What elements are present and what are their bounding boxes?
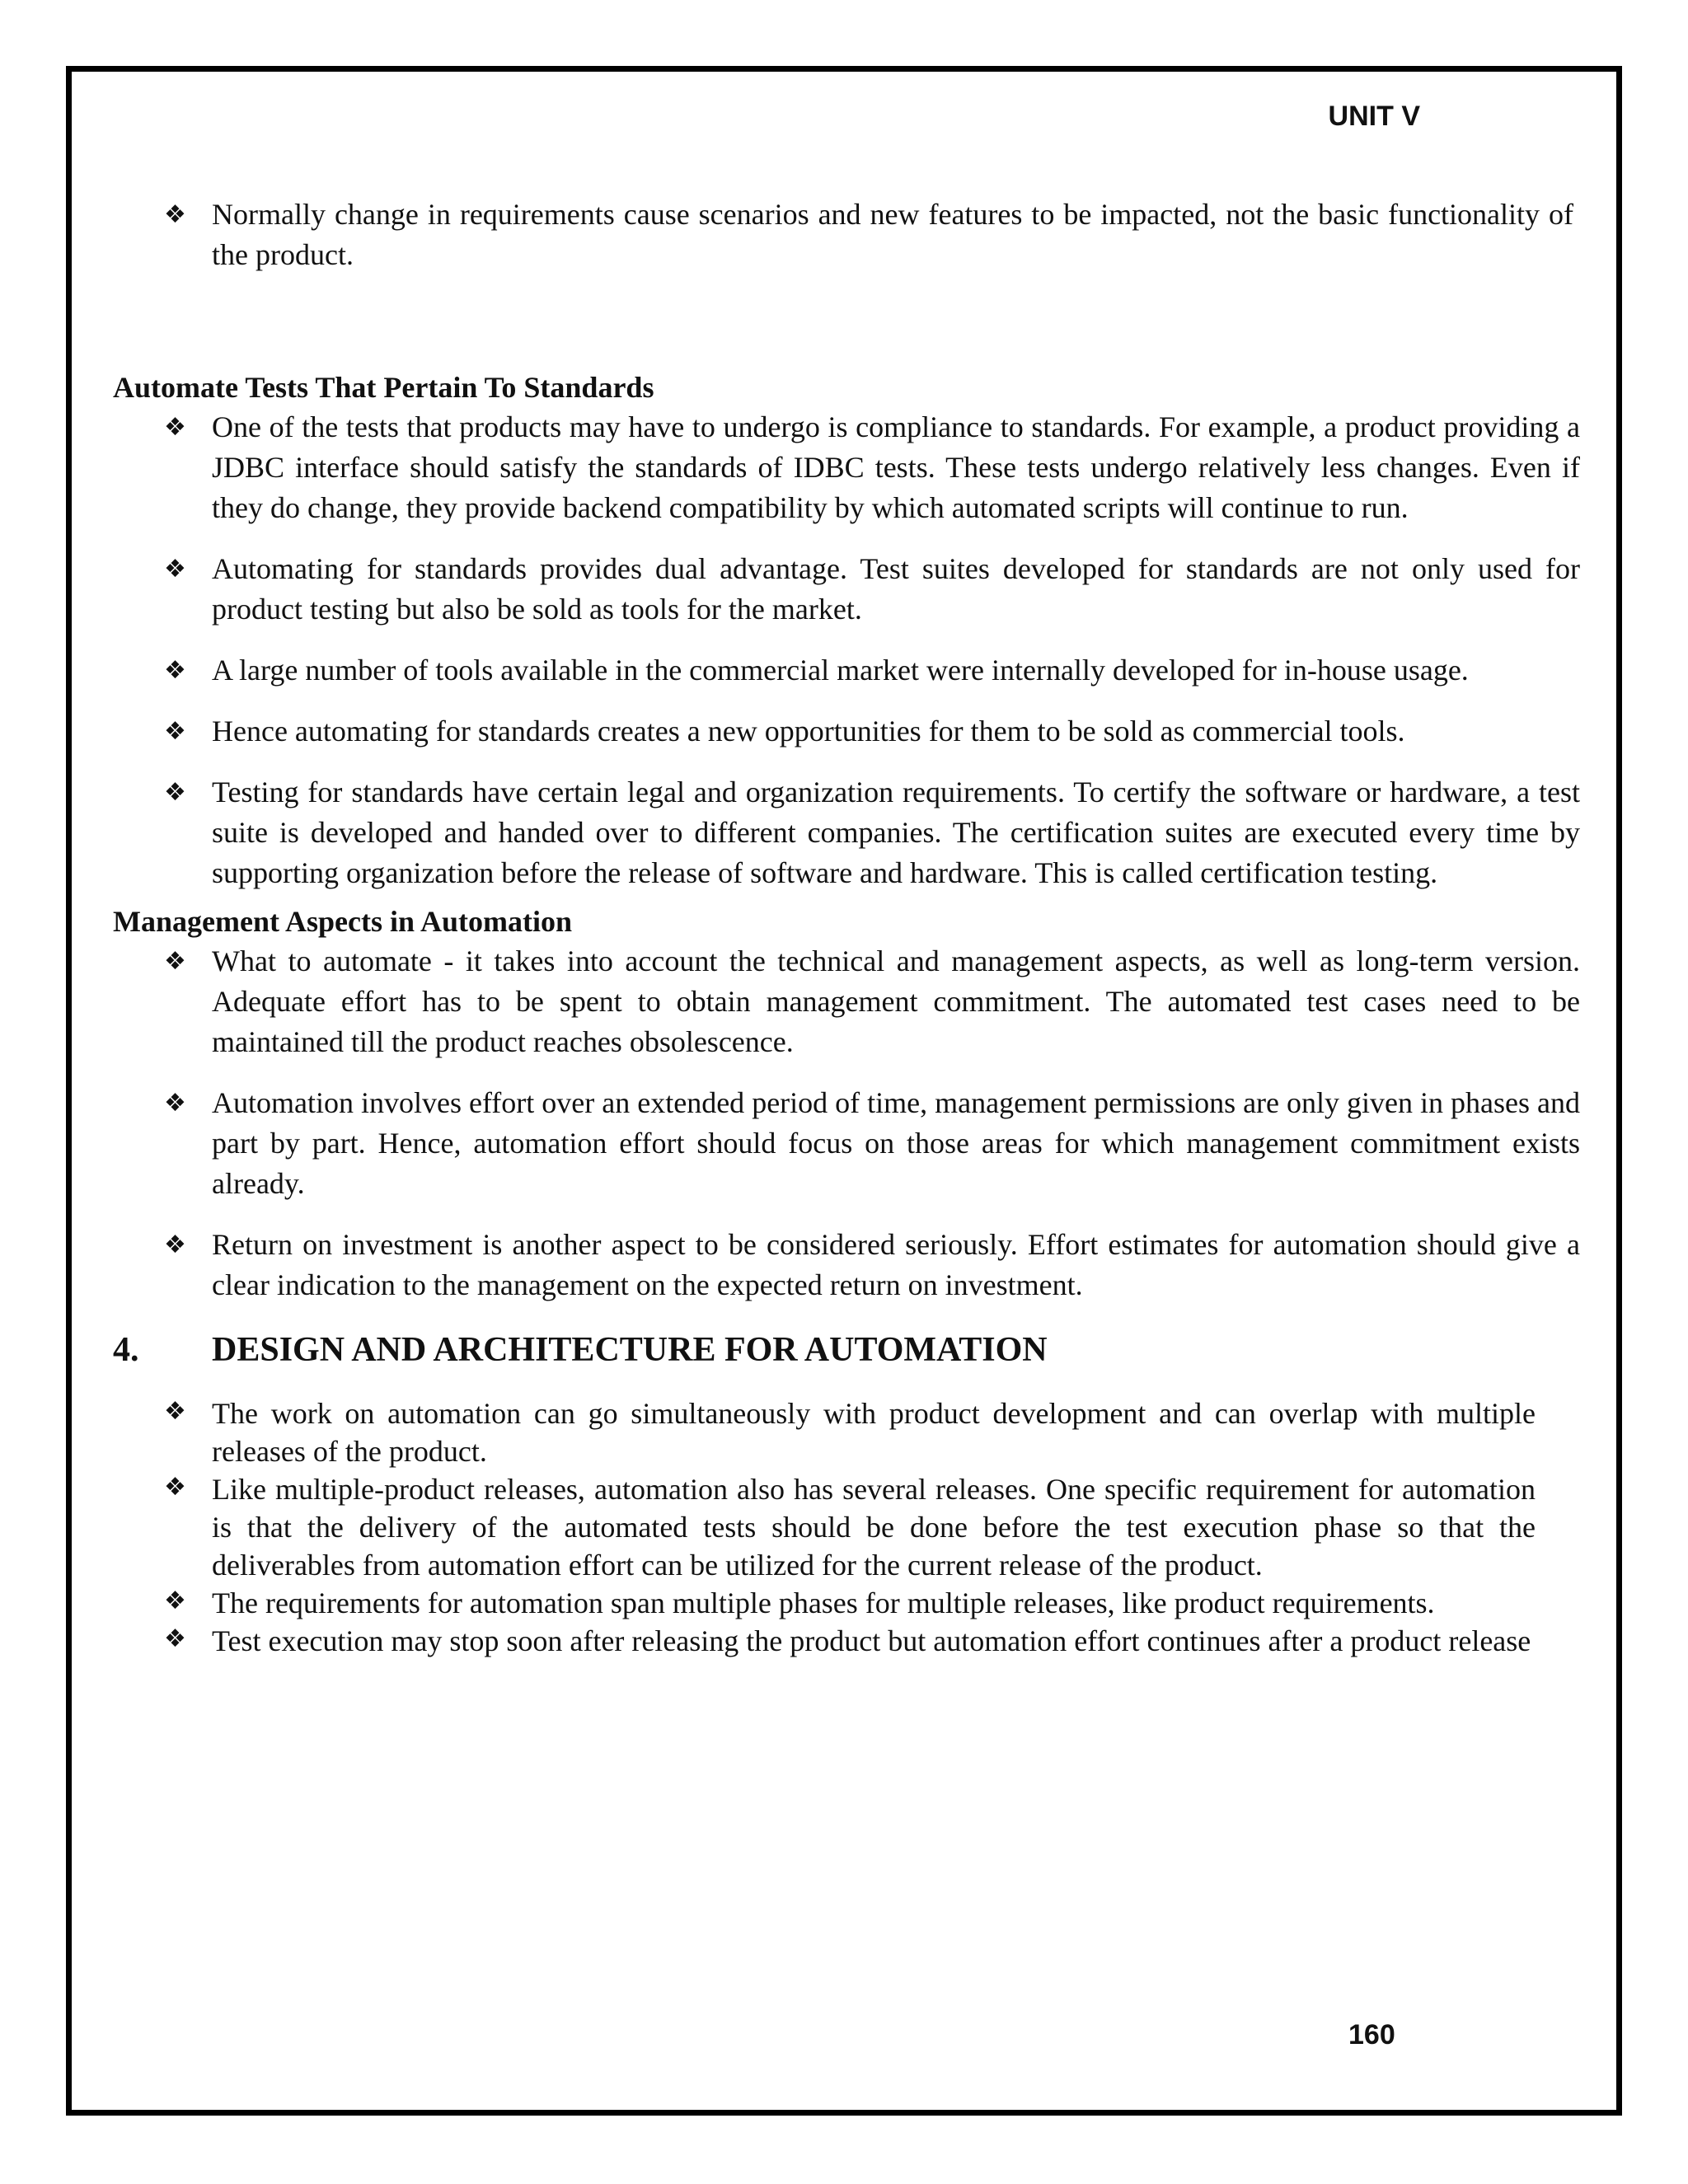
four-diamond-bullet-icon: ❖ — [164, 413, 186, 442]
list-item: ❖ Testing for standards have certain legal and organization requirements. To certify the software or hardware, a test suite is developed and handed over to different companies. The certification suites are executed every time by supporting organization before the release of software and hardware. This is called certification testing. — [113, 772, 1580, 893]
list-item: ❖ Test execution may stop soon after releasing the product but automation effort continues after a product release — [113, 1622, 1536, 1660]
unit-label: UNIT V — [1328, 101, 1420, 132]
section-heading — [113, 1327, 1580, 1373]
four-diamond-bullet-icon: ❖ — [164, 1473, 186, 1502]
four-diamond-bullet-icon: ❖ — [164, 1397, 186, 1426]
four-diamond-bullet-icon: ❖ — [164, 947, 186, 976]
four-diamond-bullet-icon: ❖ — [164, 656, 186, 685]
standards-heading: Automate Tests That Pertain To Standards — [113, 371, 654, 404]
four-diamond-bullet-icon: ❖ — [164, 1624, 186, 1653]
four-diamond-bullet-icon: ❖ — [164, 1586, 186, 1615]
four-diamond-bullet-icon: ❖ — [164, 1089, 186, 1118]
page-content — [113, 194, 1580, 1660]
standards-list — [113, 407, 1580, 893]
list-item: ❖ One of the tests that products may have to undergo is compliance to standards. For example, a product providing a JDBC interface should satisfy the standards of IDBC tests. These tests undergo relatively less changes. Even if they do change, they provide backend compatibility by which automated scripts will continue to run. — [113, 407, 1580, 528]
four-diamond-bullet-icon: ❖ — [164, 717, 186, 746]
design-list — [113, 1394, 1536, 1660]
four-diamond-bullet-icon: ❖ — [164, 555, 186, 583]
four-diamond-bullet-icon: ❖ — [164, 778, 186, 807]
list-item: ❖ What to automate - it takes into account the technical and management aspects, as well as long-term version. Adequate effort has to be spent to obtain management commitment. The automated test cases need to be maintained till the product reaches obsolescence. — [113, 941, 1580, 1062]
list-item: ❖ The work on automation can go simultaneously with product development and can overlap with multiple releases of the product. — [113, 1394, 1536, 1470]
list-item: ❖ Automation involves effort over an extended period of time, management permissions are only given in phases and part by part. Hence, automation effort should focus on those areas for which management commitment exists already. — [113, 1083, 1580, 1204]
management-heading: Management Aspects in Automation — [113, 905, 572, 938]
intro-list — [113, 194, 1573, 275]
list-item: ❖ Return on investment is another aspect to be considered seriously. Effort estimates for automation should give a clear indication to the management on the expected return on investment. — [113, 1225, 1580, 1305]
list-item: ❖ Hence automating for standards creates a new opportunities for them to be sold as commercial tools. — [113, 711, 1580, 752]
list-item: ❖ Automating for standards provides dual advantage. Test suites developed for standards are not only used for product testing but also be sold as tools for the market. — [113, 549, 1580, 630]
four-diamond-bullet-icon: ❖ — [164, 1230, 186, 1259]
management-list — [113, 941, 1580, 1305]
section-title: DESIGN AND ARCHITECTURE FOR AUTOMATION — [212, 1331, 1048, 1369]
list-item: ❖ The requirements for automation span multiple phases for multiple releases, like product requirements. — [113, 1584, 1536, 1622]
list-item: ❖ Like multiple-product releases, automation also has several releases. One specific requirement for automation is that the delivery of the automated tests should be done before the test execution phase so that the deliverables from automation effort can be utilized for the current release of the product. — [113, 1470, 1536, 1584]
page-number: 160 — [1348, 2019, 1395, 2050]
four-diamond-bullet-icon: ❖ — [164, 200, 186, 229]
list-item: ❖ A large number of tools available in the commercial market were internally developed for in-house usage. — [113, 650, 1580, 691]
list-item: ❖ Normally change in requirements cause scenarios and new features to be impacted, not the basic functionality of the product. — [113, 194, 1573, 275]
section-number: 4. — [113, 1331, 139, 1369]
